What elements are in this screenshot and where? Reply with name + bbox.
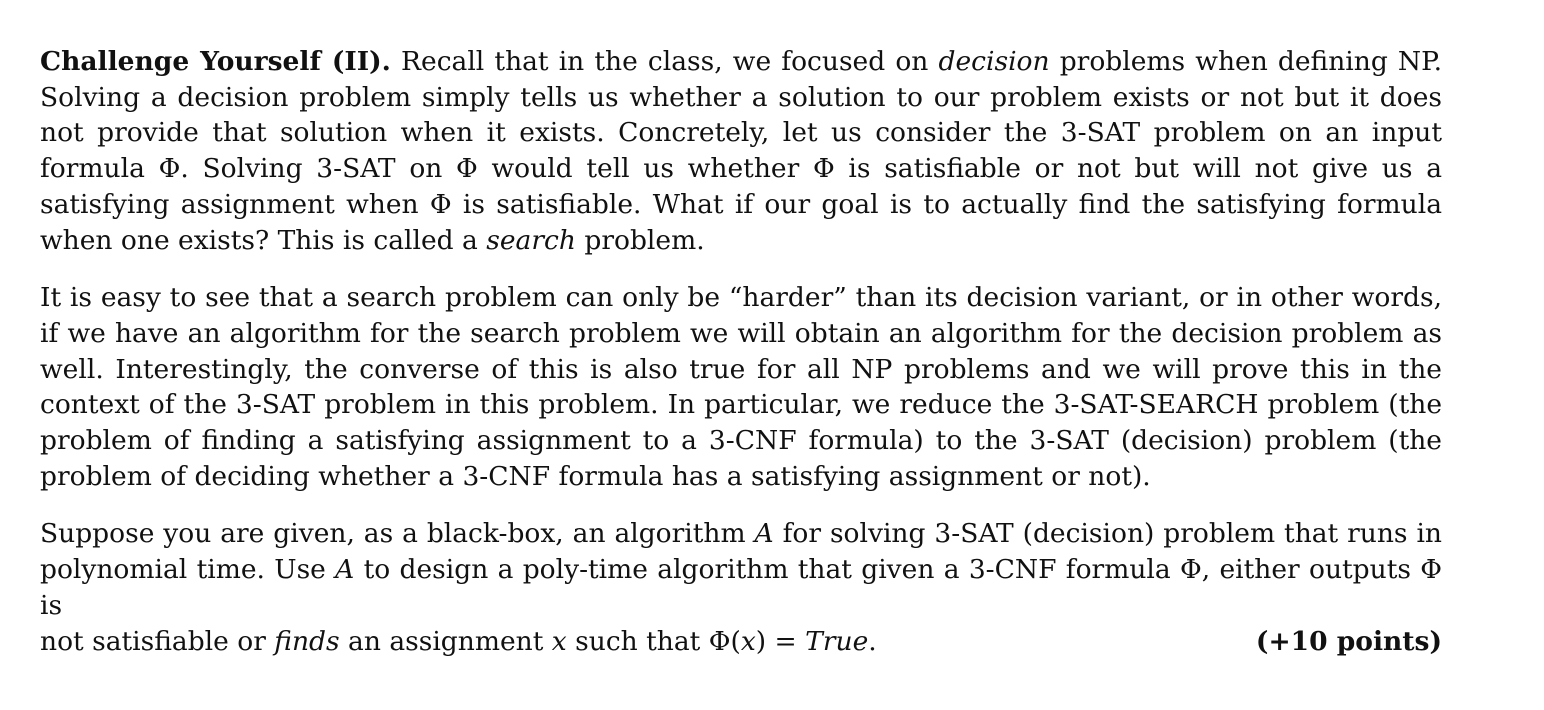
paragraph-reduction: It is easy to see that a search problem can only be “harder” than its decision variant, or in other words, if we have an algorithm for the search problem we will obtain an algorithm for the decision problem as well. Interestingly, the converse of this is also true for all NP problems and we will prove this in the context of the 3-SAT problem in this problem. In particular, we reduce the 3-SAT-SEARCH problem (the problem of finding a satisfying assignment to a 3-CNF formula) to the 3-SAT (decision) problem (the problem of deciding whether a 3-CNF formula has a satisfying assignment or not).	[40, 282, 1442, 492]
points-label: (+10 points)	[1255, 625, 1442, 657]
paragraph-intro	[40, 44, 1442, 258]
emphasis-decision: decision	[938, 46, 1050, 77]
math-A: A	[754, 518, 774, 550]
math-A: A	[335, 554, 355, 586]
text-run: problem.	[575, 224, 705, 256]
paragraph-task	[40, 516, 1442, 659]
text-run: Suppose you are given, as a black-box, an algorithm	[40, 518, 755, 550]
task-last-text	[40, 624, 877, 660]
text-run: .	[868, 625, 877, 657]
text-run: for solving 3-SAT (decision) problem that runs in polynomial time. Use	[40, 518, 1442, 586]
text-run: problems when defining NP. Solving a decision problem simply tells us whether a solution to our problem exists or not but it does not provide that solution when it exists. Concretely, let us consider the 3-SAT problem on an input formula Φ. Solving 3-SAT on Φ would tell us whether Φ is satisfiable or not but will not give us a satisfying assignment when Φ is satisfiable. What if our goal is to actually find the satisfying formula when one exists? This is called a	[40, 46, 1442, 256]
emphasis-finds: finds	[274, 625, 340, 657]
text-run: not satisfiable or	[40, 625, 275, 657]
text-run: such that Φ(	[566, 625, 741, 657]
problem-statement	[40, 44, 1442, 659]
text-run: Recall that in the class, we focused on	[390, 46, 939, 77]
text-run: an assignment	[339, 625, 552, 657]
math-true: True	[805, 625, 869, 657]
task-text	[40, 516, 1442, 623]
text-run: ) =	[755, 625, 806, 657]
math-x: x	[551, 625, 567, 657]
task-last-line	[40, 624, 1442, 660]
emphasis-search: search	[486, 224, 576, 256]
text-run: to design a poly-time algorithm that given a 3-CNF formula Φ, either outputs Φ is	[40, 554, 1442, 621]
math-x: x	[740, 625, 756, 657]
problem-heading: Challenge Yourself (II).	[40, 46, 391, 77]
